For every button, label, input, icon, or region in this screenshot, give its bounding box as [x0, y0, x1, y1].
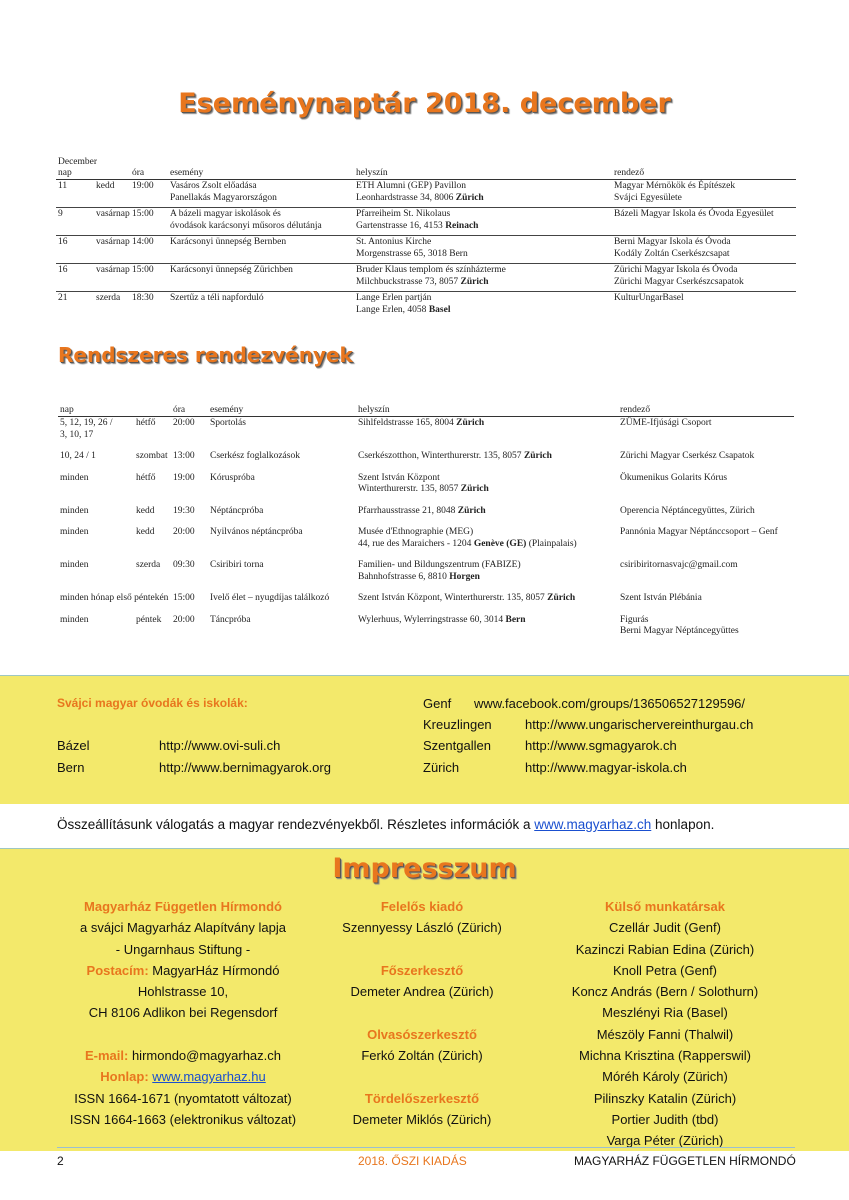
impressum-column-contributors: Külső munkatársak Czellár Judit (Genf) Kazinczi Rabian Edina (Zürich) Knoll Petra (Genf) Koncz András (Bern / Solothurn) Meszlényi Ria (Basel) Mészöly Fanni (Thalwil) Michna Krisztina (Rapperswil) Móréh Károly (Zürich) Pilinszky Katalin (Zürich) Portier Judith (tbd) Varga Péter (Zürich) [540, 896, 790, 1152]
col-header-organizer: rendező [618, 405, 794, 417]
page-title: Eseménynaptár 2018. december [178, 88, 671, 119]
col-header-weekday [94, 157, 130, 180]
school-link[interactable]: http://www.magyar-iskola.ch [525, 760, 687, 775]
cell-weekday: kedd [136, 527, 155, 537]
cell-venue: Pfarreiheim St. Nikolaus Gartenstrasse 16, 4153 Reinach [354, 208, 612, 236]
school-link[interactable]: http://www.ovi-suli.ch [159, 738, 281, 753]
col-header-time: óra [130, 157, 168, 180]
contributor: Varga Péter (Zürich) [606, 1133, 724, 1149]
col-header-time: óra [171, 405, 208, 417]
cell-day: 16 [56, 264, 94, 292]
contributor: Mészöly Fanni (Thalwil) [596, 1026, 734, 1042]
cell-organizer: Szent István Plébánia [620, 593, 702, 603]
school-link[interactable]: http://www.ungarischervereinthurgau.ch [525, 717, 754, 732]
cell-organizer: Pannónia Magyar Néptánccsoport – Genf [620, 527, 778, 537]
cell-event: Szertűz a téli napforduló [170, 293, 264, 303]
cell-venue: ETH Alumni (GEP) Pavillon Leonhardstrasse 34, 8006 Zürich [354, 180, 612, 208]
cell-event: Cserkész foglalkozások [210, 451, 300, 461]
contributor: Meszlényi Ria (Basel) [602, 1005, 728, 1021]
table-row [58, 472, 794, 505]
school-link[interactable]: http://www.bernimagyarok.org [159, 760, 331, 775]
cell-time: 09:30 [173, 560, 195, 570]
contributor: Michna Krisztina (Rapperswil) [579, 1048, 751, 1064]
section-title-regular: Rendszeres rendezvények [58, 343, 353, 367]
event-calendar-table [56, 157, 796, 319]
table-row [56, 264, 796, 292]
impressum-column-publisher: Magyarház Független Hírmondó a svájci Magyarház Alapítvány lapja - Ungarnhaus Stiftung - Postacím: MagyarHáz Hírmondó Hohlstrasse 10, CH 8106 Adlikon bei Regensdorf E-mail: hirmondo@magyarhaz.ch Honlap: www.magyarhaz.hu ISSN 1664-1671 (nyomtatott változat) ISSN 1664-1663 (elektronikus változat) [69, 899, 297, 1127]
magyarhaz-link[interactable]: www.magyarhaz.ch [534, 817, 652, 832]
cell-time: 18:30 [132, 293, 154, 303]
impressum-title: Impresszum [332, 853, 517, 884]
cell-day: minden [60, 527, 89, 537]
cell-day: 11 [56, 180, 94, 208]
col-header-event: esemény [168, 157, 354, 180]
cell-day: 16 [56, 236, 94, 264]
cell-event: A bázeli magyar iskolások és óvodások karácsonyi műsoros délutánja [168, 208, 354, 236]
schools-title: Svájci magyar óvodák és iskolák: [57, 696, 248, 710]
cell-venue: Bruder Klaus templom és színházterme Milchbuckstrasse 73, 8057 Zürich [354, 264, 612, 292]
table-row [56, 208, 796, 236]
schools-box: Svájci magyar óvodák és iskolák: Bázel http://www.ovi-suli.ch Bern http://www.bernimagyarok.org Genf www.facebook.com/groups/136506527129596/ Kreuzlingen http://www.ungarischervereinthurgau.ch Szentgallen http://www.sgmagyarok.ch Zürich http://www.magyar-iskola.ch [0, 675, 849, 804]
cell-organizer: csiribiritornasvajc@gmail.com [620, 560, 738, 570]
cell-event: Néptáncpróba [210, 505, 264, 516]
regular-events-table [58, 405, 794, 647]
contributor: Czellár Judit (Genf) [609, 920, 721, 936]
page-number: 2 [57, 1154, 64, 1168]
contributor: Kazinczi Rabian Edina (Zürich) [575, 941, 755, 957]
cell-weekday: vasárnap [94, 264, 130, 292]
cell-time: 15:00 [130, 208, 168, 236]
cell-day: 5, 12, 19, 26 / 3, 10, 17 [60, 418, 113, 440]
col-header-event: esemény [208, 405, 356, 417]
contributor: Móréh Károly (Zürich) [602, 1069, 728, 1085]
school-link[interactable]: http://www.sgmagyarok.ch [525, 738, 677, 753]
cell-day: 21 [58, 293, 68, 303]
info-note: Összeállításunk válogatás a magyar rendezvényekből. Részletes információk a www.magyarhaz.ch honlapon. [57, 817, 715, 832]
cell-event: Ivelő élet – nyugdíjas találkozó [210, 593, 330, 603]
table-row [58, 592, 794, 614]
cell-time: 13:00 [173, 451, 195, 461]
cell-event: Csiribiri torna [210, 560, 264, 570]
col-header-venue: helyszín [356, 405, 618, 417]
contributor: Portier Judith (tbd) [611, 1111, 719, 1127]
cell-weekday: péntek [136, 614, 162, 625]
table-row [56, 292, 796, 320]
table-row [58, 614, 794, 647]
cell-event: Sportolás [210, 418, 246, 428]
contributor: Pilinszky Katalin (Zürich) [593, 1090, 737, 1106]
table-row [58, 450, 794, 472]
cell-organizer: Operencia Néptáncegyüttes, Zürich [620, 505, 755, 516]
cell-weekday: vasárnap [94, 208, 130, 236]
col-header-weekday [134, 405, 171, 417]
cell-weekday: vasárnap [94, 236, 130, 264]
contributor: Knoll Petra (Genf) [612, 962, 718, 978]
cell-time: 19:00 [173, 472, 195, 483]
cell-weekday: kedd [136, 505, 155, 516]
contributor: Koncz András (Bern / Solothurn) [571, 984, 759, 1000]
website-link[interactable]: www.magyarhaz.hu [152, 1069, 266, 1085]
cell-event: Vasáros Zsolt előadása Panellakás Magyarországon [168, 180, 354, 208]
cell-weekday: kedd [94, 180, 130, 208]
cell-time: 19:00 [130, 180, 168, 208]
school-link[interactable]: www.facebook.com/groups/136506527129596/ [474, 696, 746, 711]
cell-day: minden [60, 614, 89, 625]
table-row [58, 417, 794, 451]
cell-venue: Pfarrhausstrasse 21, 8048 Zürich [358, 505, 486, 516]
table-row [58, 505, 794, 527]
cell-event: Karácsonyi ünnepség Bernben [168, 236, 354, 264]
cell-day: minden hónap első péntekén [60, 593, 169, 603]
col-header-organizer: rendező [612, 157, 796, 180]
cell-day: minden [60, 505, 89, 516]
edition-label: 2018. ŐSZI KIADÁS [358, 1154, 467, 1168]
email-text[interactable]: hirmondo@magyarhaz.ch [128, 1048, 281, 1064]
cell-venue: Sihlfeldstrasse 165, 8004 Zürich [358, 418, 485, 428]
cell-day: 9 [56, 208, 94, 236]
cell-venue: Szent István Központ, Winterthurerstr. 135, 8057 Zürich [358, 593, 576, 603]
cell-event: Nyilvános néptáncpróba [210, 527, 303, 537]
cell-venue: Musée d'Ethnographie (MEG) 44, rue des Maraichers - 1204 Genève (GE) (Plainpalais) [358, 527, 577, 549]
cell-organizer: Zürichi Magyar Iskola és Óvoda Zürichi Magyar Cserkészcsapatok [612, 264, 796, 292]
cell-time: 15:00 [130, 264, 168, 292]
col-header-day: nap [58, 405, 134, 417]
cell-weekday: hétfő [136, 418, 156, 428]
cell-venue: Familien- und Bildungszentrum (FABIZE) Bahnhofstrasse 6, 8810 Horgen [358, 560, 521, 582]
cell-venue: Szent István Központ Winterthurerstr. 135, 8057 Zürich [358, 472, 489, 494]
cell-organizer: Berni Magyar Iskola és Óvoda Kodály Zoltán Cserkészcsapat [612, 236, 796, 264]
cell-venue: Lange Erlen partján Lange Erlen, 4058 Basel [356, 293, 451, 315]
impressum-column-editors: Felelős kiadó Szennyessy László (Zürich) Főszerkesztő Demeter Andrea (Zürich) Olvasószerkesztő Ferkó Zoltán (Zürich) Tördelőszerkesztő Demeter Miklós (Zürich) [342, 899, 502, 1127]
cell-event: Táncpróba [210, 614, 251, 625]
cell-organizer: Zürichi Magyar Cserkész Csapatok [620, 451, 755, 461]
cell-organizer: Bázeli Magyar Iskola és Óvoda Egyesület [612, 208, 796, 236]
cell-time: 20:00 [173, 527, 195, 537]
cell-organizer: KulturUngarBasel [614, 293, 684, 303]
cell-organizer: Ökumenikus Golarits Kórus [620, 472, 728, 483]
table-row [56, 236, 796, 264]
cell-venue: Wylerhuus, Wylerringstrasse 60, 3014 Bern [358, 614, 526, 625]
cell-organizer: ZÜME-Ifjúsági Csoport [620, 418, 712, 428]
cell-time: 14:00 [130, 236, 168, 264]
cell-day: minden [60, 472, 89, 483]
cell-day: minden [60, 560, 89, 570]
cell-venue: Cserkészotthon, Winterthurerstr. 135, 8057 Zürich [358, 451, 552, 461]
cell-time: 20:00 [173, 614, 195, 625]
magazine-name: MAGYARHÁZ FÜGGETLEN HÍRMONDÓ [574, 1154, 796, 1168]
cell-organizer: Figurás Berni Magyar Néptáncegyüttes [620, 614, 739, 636]
col-header-day: December nap [58, 157, 98, 178]
cell-day: 10, 24 / 1 [60, 451, 96, 461]
footer-divider [57, 1147, 795, 1148]
table-row [56, 180, 796, 208]
cell-venue: St. Antonius Kirche Morgenstrasse 65, 3018 Bern [354, 236, 612, 264]
cell-time: 20:00 [173, 418, 195, 428]
cell-organizer: Magyar Mérnökök és Építészek Svájci Egyesülete [612, 180, 796, 208]
cell-time: 19:30 [173, 505, 195, 516]
col-header-venue: helyszín [354, 157, 612, 180]
cell-event: Kóruspróba [210, 472, 255, 483]
cell-weekday: hétfő [136, 472, 156, 483]
table-row [58, 559, 794, 592]
cell-weekday: szombat [136, 451, 168, 461]
cell-weekday: szerda [96, 293, 121, 303]
cell-weekday: szerda [136, 560, 161, 570]
cell-time: 15:00 [173, 593, 195, 603]
cell-event: Karácsonyi ünnepség Zürichben [168, 264, 354, 292]
table-row [58, 526, 794, 559]
